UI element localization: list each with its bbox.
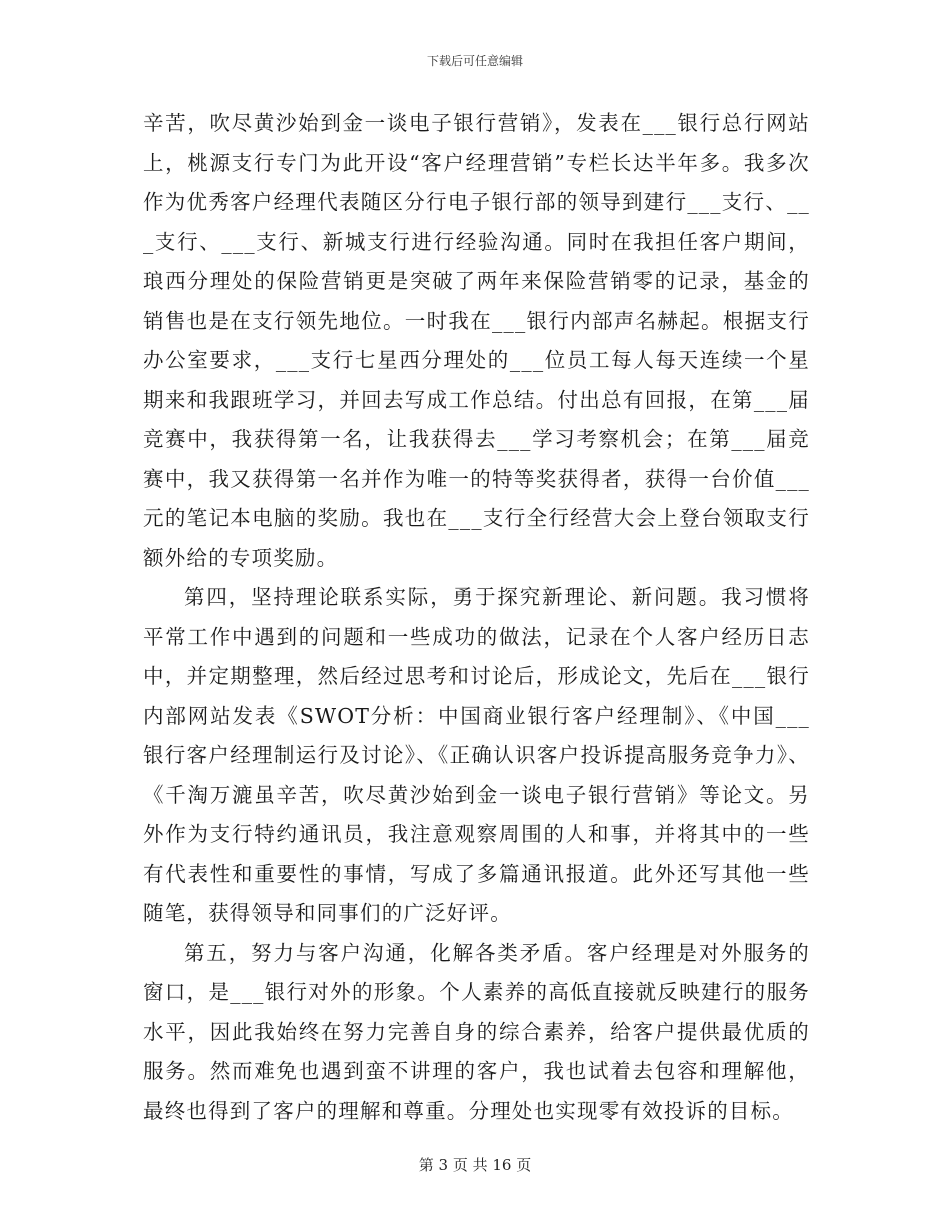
document-body bbox=[143, 104, 810, 1131]
paragraph-fifth-point: 第五，努力与客户沟通，化解各类矛盾。客户经理是对外服务的窗口，是___银行对外的形象。个人素养的高低直接就反映建行的服务水平，因此我始终在努力完善自身的综合素养，给客户提供最优质的服务。然而难免也遇到蛮不讲理的客户，我也试着去包容和理解他，最终也得到了客户的理解和尊重。分理处也实现零有效投诉的目标。 bbox=[143, 940, 810, 1123]
paragraph-fourth-point: 第四，坚持理论联系实际，勇于探究新理论、新问题。我习惯将平常工作中遇到的问题和一些成功的做法，记录在个人客户经历日志中，并定期整理，然后经过思考和讨论后，形成论文，先后在___银行内部网站发表《SWOT分析：中国商业银行客户经理制》、《中国___银行客户经理制运行及讨论》、《正确认识客户投诉提高服务竞争力》、《千淘万漉虽辛苦，吹尽黄沙始到金一谈电子银行营销》等论文。另外作为支行特约通讯员，我注意观察周围的人和事，并将其中的一些有代表性和重要性的事情，写成了多篇通讯报道。此外还写其他一些随笔，获得领导和同事们的广泛好评。 bbox=[143, 585, 810, 925]
paragraph-continuation: 辛苦，吹尽黄沙始到金一谈电子银行营销》，发表在___银行总行网站上，桃源支行专门为此开设“客户经理营销”专栏长达半年多。我多次作为优秀客户经理代表随区分行电子银行部的领导到建行___支行、___支行、___支行、新城支行进行经验沟通。同时在我担任客户期间，琅西分理处的保险营销更是突破了两年来保险营销零的记录，基金的销售也是在支行领先地位。一时我在___银行内部声名赫起。根据支行办公室要求，___支行七星西分理处的___位员工每人每天连续一个星期来和我跟班学习，并回去写成工作总结。付出总有回报，在第___届竞赛中，我获得第一名，让我获得去___学习考察机会；在第___届竞赛中，我又获得第一名并作为唯一的特等奖获得者，获得一台价值___元的笔记本电脑的奖励。我也在___支行全行经营大会上登台领取支行额外给的专项奖励。 bbox=[143, 111, 810, 570]
page-number: 第 3 页 共 16 页 bbox=[418, 1156, 532, 1174]
page-header: 下载后可任意编辑 bbox=[426, 54, 523, 68]
